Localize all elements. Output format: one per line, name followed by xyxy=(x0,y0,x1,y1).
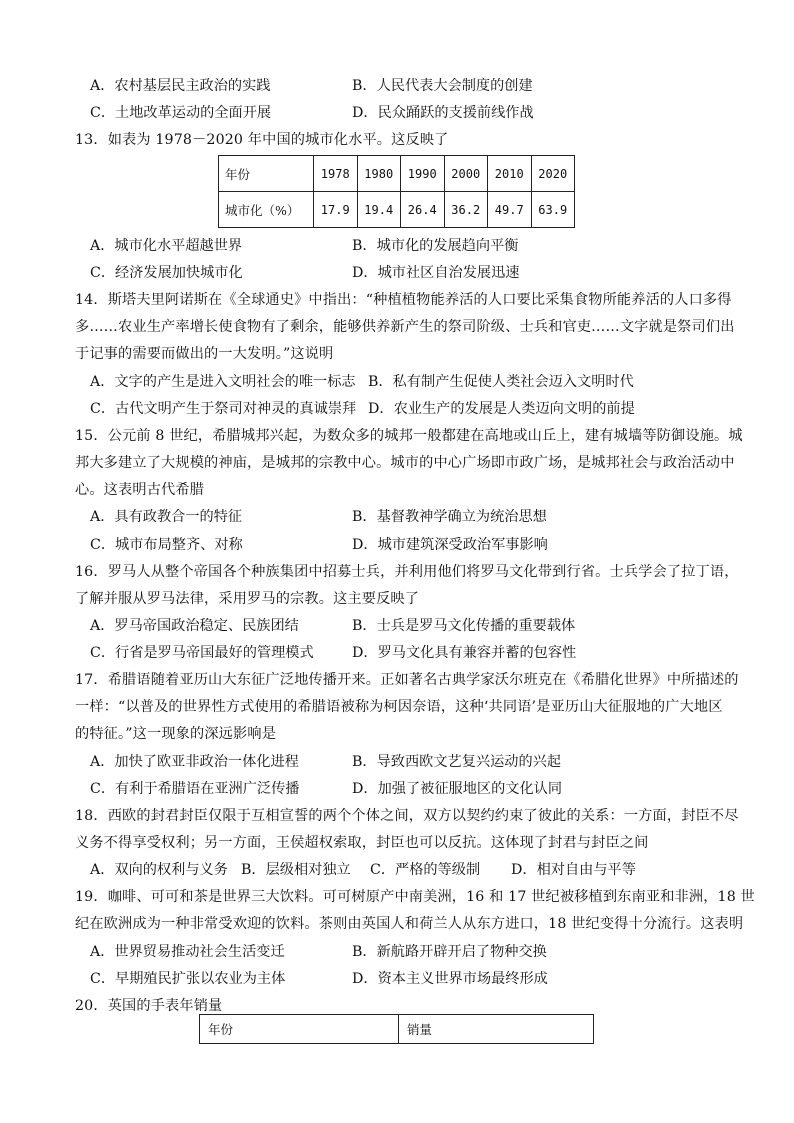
table-cell: 19.4 xyxy=(357,192,401,228)
table-cell: 2020 xyxy=(531,156,575,192)
q19-option-c: C．早期殖民扩张以农业为主体 xyxy=(90,971,286,987)
urbanization-table xyxy=(218,155,575,228)
q17-stem-line-1: 17．希腊语随着亚历山大东征广泛地传播开来。正如著名古典学家沃尔班克在《希腊化世界》中所描述的 xyxy=(75,672,739,688)
table-header-year: 年份 xyxy=(200,1015,399,1044)
q13-option-c: C．经济发展加快城市化 xyxy=(90,265,243,281)
q12-option-a: A．农村基层民主政治的实践 xyxy=(90,78,271,94)
q14-option-a: A．文字的产生是进入文明社会的唯一标志 xyxy=(90,374,356,390)
q13-option-d: D．城市社区自治发展迅速 xyxy=(352,265,520,281)
q13-stem: 13．如表为 1978－2020 年中国的城市化水平。这反映了 xyxy=(75,132,449,148)
q15-option-b: B．基督教神学确立为统治思想 xyxy=(352,509,547,525)
q16-stem-line-2: 了解并服从罗马法律，采用罗马的宗教。这主要反映了 xyxy=(75,591,420,607)
q17-option-c: C．有利于希腊语在亚洲广泛传播 xyxy=(90,781,300,797)
q14-option-c: C．古代文明产生于祭司对神灵的真诚崇拜 xyxy=(90,401,357,417)
q18-option-a: A．双向的权利与义务 xyxy=(90,862,228,878)
q19-option-a: A．世界贸易推动社会生活变迁 xyxy=(90,944,285,960)
q17-stem-line-3: 的特征。”这一现象的深远影响是 xyxy=(75,726,277,742)
q16-option-a: A．罗马帝国政治稳定、民族团结 xyxy=(90,618,299,634)
table-cell: 36.2 xyxy=(444,192,488,228)
table-cell: 1978 xyxy=(314,156,358,192)
table-cell: 2010 xyxy=(488,156,532,192)
q20-stem: 20．英国的手表年销量 xyxy=(75,998,223,1014)
q15-stem-line-3: 心。这表明古代希腊 xyxy=(75,482,205,498)
table-cell: 1990 xyxy=(401,156,445,192)
q19-stem-line-1: 19．咖啡、可可和茶是世界三大饮料。可可树原产中南美洲，16 和 17 世纪被移植到东南亚和非洲，18 世 xyxy=(75,889,755,905)
table-cell: 49.7 xyxy=(488,192,532,228)
q14-stem-line-3: 于记事的需要而做出的一大发明。”这说明 xyxy=(75,346,334,362)
q12-option-b: B．人民代表大会制度的创建 xyxy=(352,78,533,94)
q17-stem-line-2: 一样：“以普及的世界性方式使用的希腊语被称为柯因奈语，这种‘共同语’是亚历山大征服地的广大地区 xyxy=(75,699,723,715)
q13-option-a: A．城市化水平超越世界 xyxy=(90,238,243,254)
q16-stem-line-1: 16．罗马人从整个帝国各个种族集团中招募士兵，并利用他们将罗马文化带到行省。士兵学会了拉丁语， xyxy=(75,564,739,580)
q15-option-a: A．具有政教合一的特征 xyxy=(90,509,243,525)
q16-option-d: D．罗马文化具有兼容并蓄的包容性 xyxy=(352,645,577,661)
q19-stem-line-2: 纪在欧洲成为一种非常受欢迎的饮料。茶则由英国人和荷兰人从东方进口，18 世纪变得十分流行。这表明 xyxy=(75,916,744,932)
table-cell: 63.9 xyxy=(531,192,575,228)
table-header-urbanization: 城市化（%） xyxy=(219,192,314,228)
q14-stem-line-1: 14．斯塔夫里阿诺斯在《全球通史》中指出：“种植植物能养活的人口要比采集食物所能养活的人口多得 xyxy=(75,292,732,308)
table-row xyxy=(219,192,575,228)
q17-option-a: A．加快了欧亚非政治一体化进程 xyxy=(90,754,299,770)
table-cell: 2000 xyxy=(444,156,488,192)
q16-option-b: B．士兵是罗马文化传播的重要载体 xyxy=(352,618,576,634)
q19-option-d: D．资本主义世界市场最终形成 xyxy=(352,971,548,987)
q14-option-d: D．农业生产的发展是人类迈向文明的前提 xyxy=(368,401,635,417)
table-row xyxy=(200,1015,594,1044)
watch-sales-table xyxy=(199,1014,594,1044)
q12-option-d: D．民众踊跃的支援前线作战 xyxy=(352,105,534,121)
table-row xyxy=(219,156,575,192)
q13-option-b: B．城市化的发展趋向平衡 xyxy=(352,238,519,254)
table-cell: 1980 xyxy=(357,156,401,192)
q18-option-b: B．层级相对独立 xyxy=(241,862,351,878)
q18-option-d: D．相对自由与平等 xyxy=(511,862,636,878)
q18-stem-line-2: 义务不得享受权利；另一方面，王侯超权索取，封臣也可以反抗。这体现了封君与封臣之间 xyxy=(75,835,649,851)
q14-stem-line-2: 多……农业生产率增长使食物有了剩余，能够供养新产生的祭司阶级、士兵和官吏……文字就是祭司们出 xyxy=(75,319,735,335)
q19-option-b: B．新航路开辟开启了物种交换 xyxy=(352,944,547,960)
q16-option-c: C．行省是罗马帝国最好的管理模式 xyxy=(90,645,314,661)
table-header-year: 年份 xyxy=(219,156,314,192)
q17-option-b: B．导致西欧文艺复兴运动的兴起 xyxy=(352,754,562,770)
table-cell: 17.9 xyxy=(314,192,358,228)
table-cell: 26.4 xyxy=(401,192,445,228)
q14-option-b: B．私有制产生促使人类社会迈入文明时代 xyxy=(368,374,634,390)
q18-stem-line-1: 18．西欧的封君封臣仅限于互相宣誓的两个个体之间，双方以契约约束了彼此的关系：一方面，封臣不尽 xyxy=(75,808,739,824)
q15-stem-line-1: 15．公元前 8 世纪，希腊城邦兴起，为数众多的城邦一般都建在高地或山丘上，建有城墙等防御设施。城 xyxy=(75,428,743,444)
q12-option-c: C．土地改革运动的全面开展 xyxy=(90,105,272,121)
q15-option-d: D．城市建筑深受政治军事影响 xyxy=(352,537,548,553)
q15-stem-line-2: 邦大多建立了大规模的神庙，是城邦的宗教中心。城市的中心广场即市政广场，是城邦社会与政治活动中 xyxy=(75,455,735,471)
q18-option-c: C．严格的等级制 xyxy=(370,862,481,878)
table-header-sales: 销量 xyxy=(399,1015,594,1044)
q17-option-d: D．加强了被征服地区的文化认同 xyxy=(352,781,563,797)
q15-option-c: C．城市布局整齐、对称 xyxy=(90,537,243,553)
